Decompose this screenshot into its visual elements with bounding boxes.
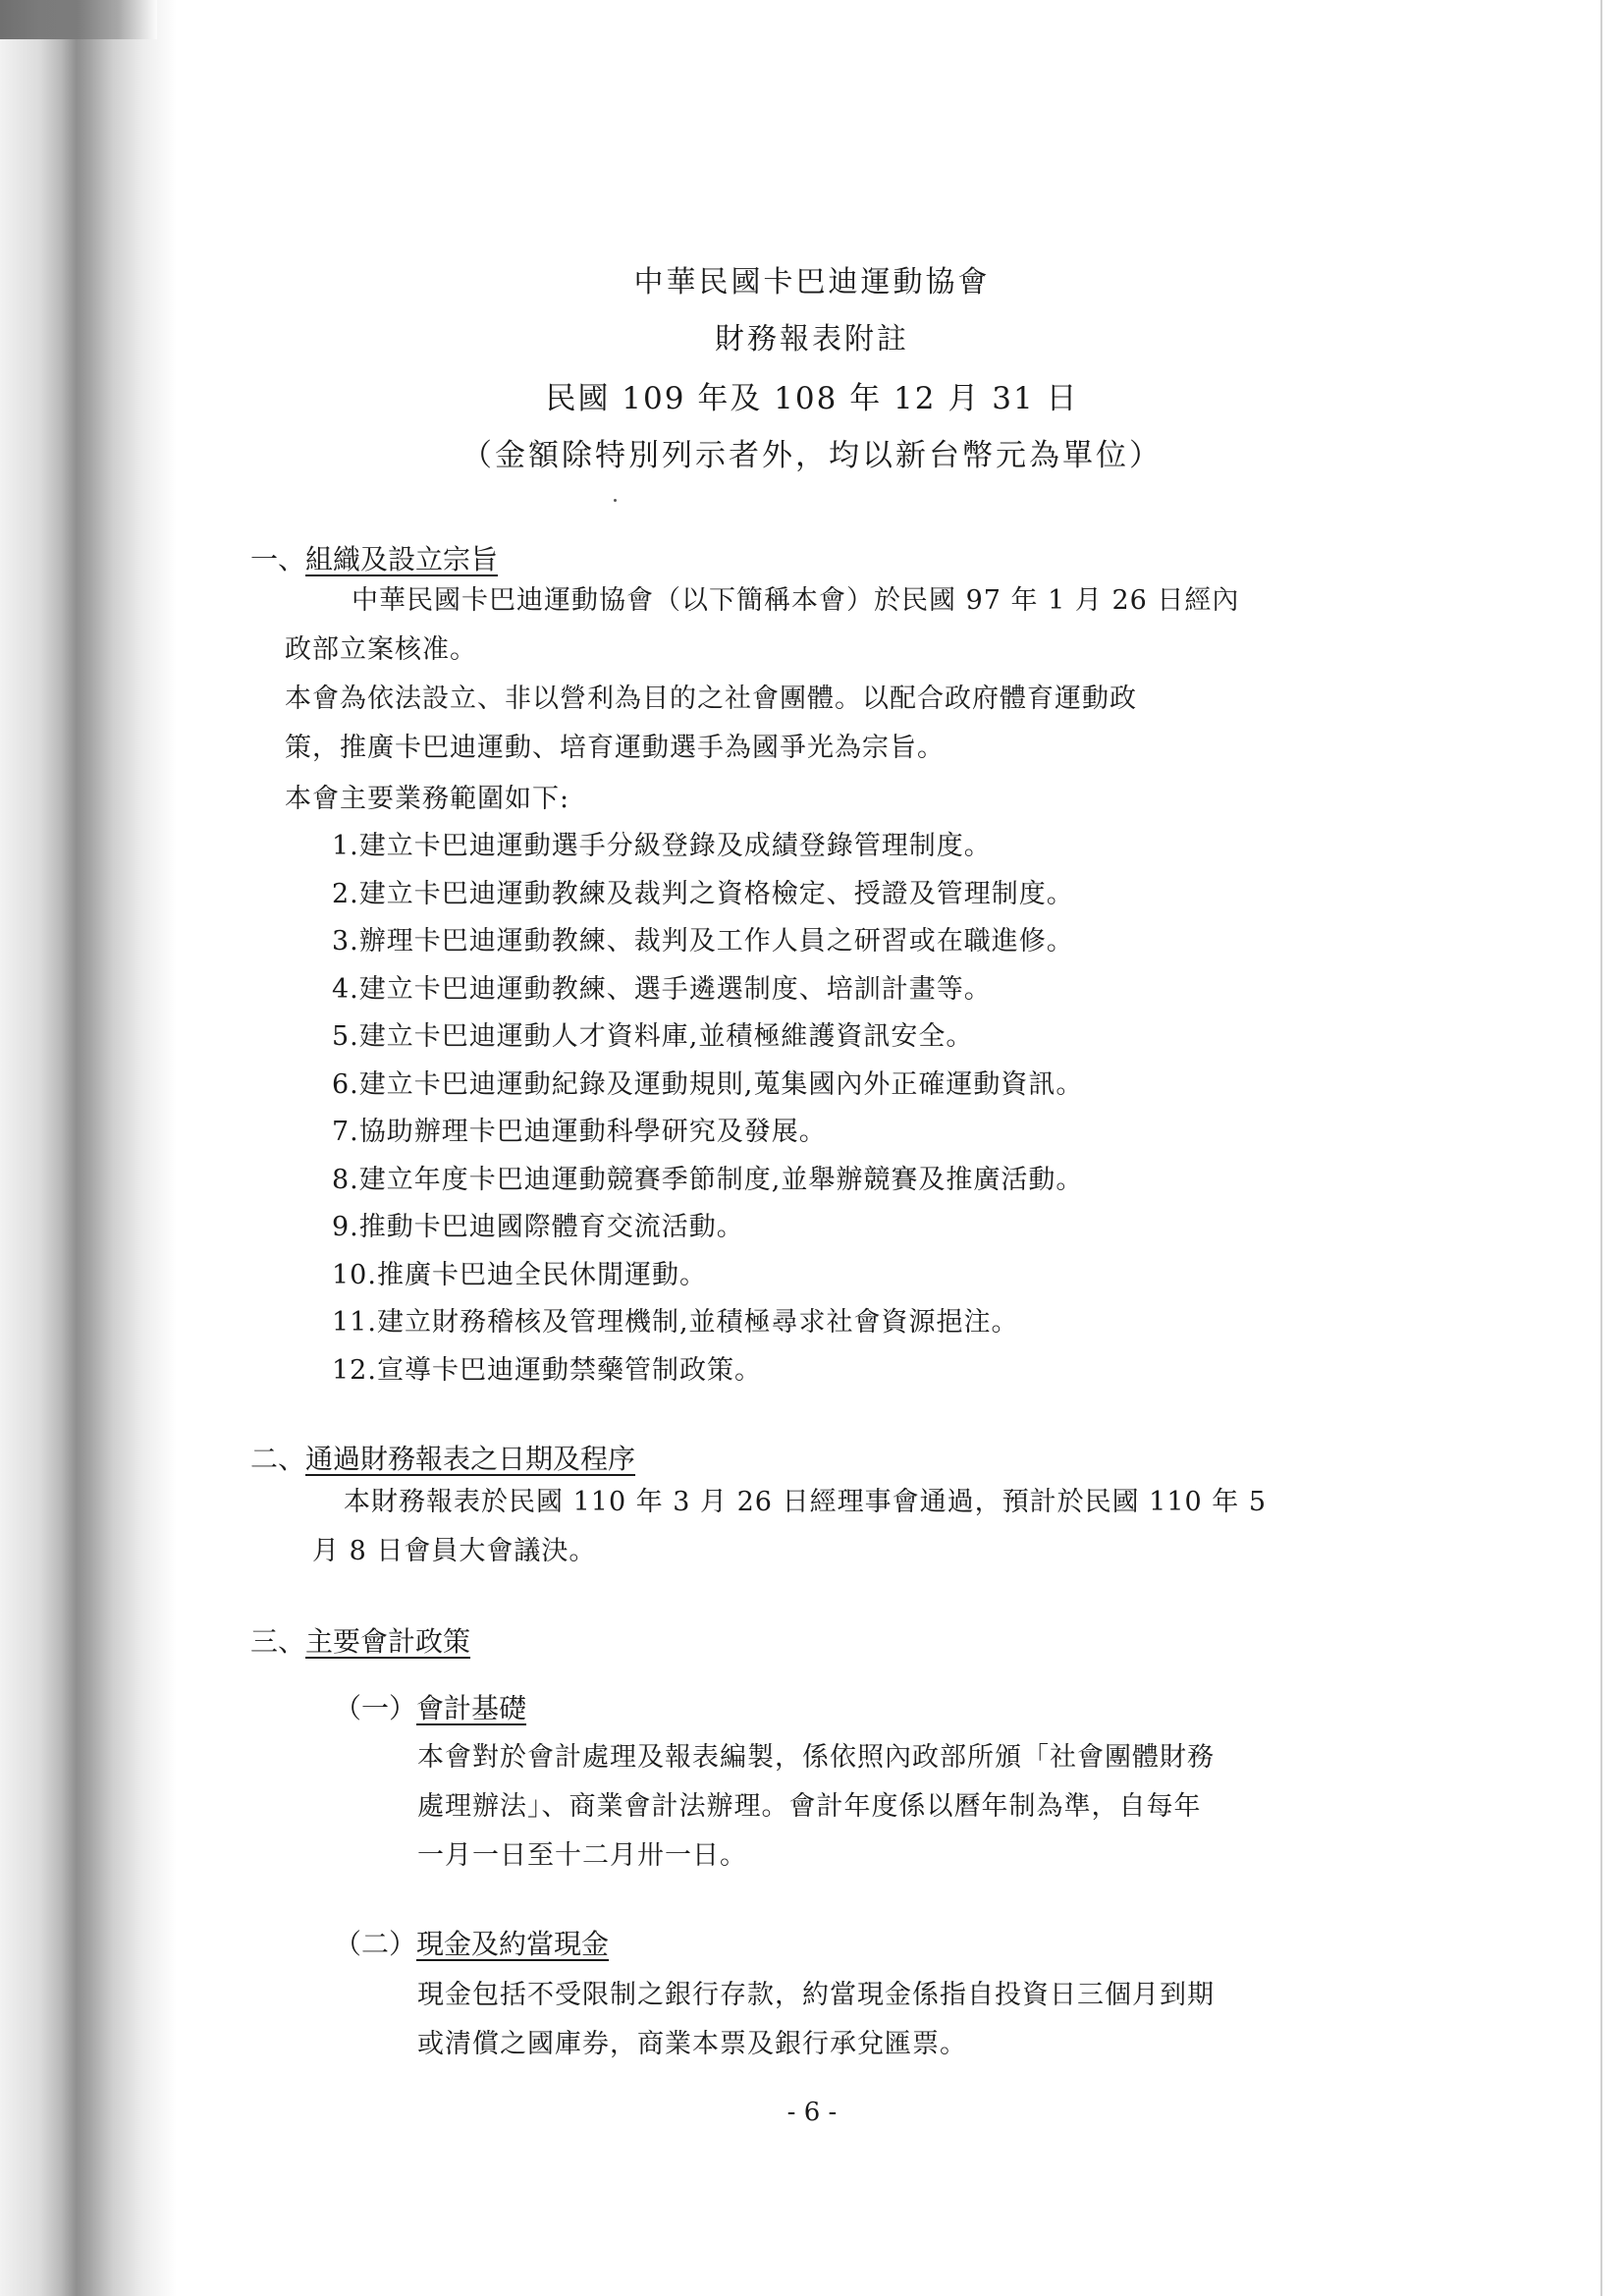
section-1-paragraph-1-line-2: 政部立案核准。 [285, 634, 477, 665]
section-3-heading [250, 1620, 470, 1660]
org-title: 中華民國卡巴迪運動協會 [633, 265, 991, 300]
list-item: 7.協助辦理卡巴迪運動科學研究及發展。 [332, 1117, 827, 1147]
section-2-paragraph-line-1: 本財務報表於民國 110 年 3 月 26 日經理事會通過，預計於民國 110 年 5 [344, 1487, 1268, 1517]
subsection-3-1-number: （一） [334, 1692, 417, 1724]
subsection-3-1-line-3: 一月一日至十二月卅一日。 [417, 1840, 747, 1871]
section-3-number: 三、 [250, 1625, 306, 1658]
subsection-3-2-title: 現金及約當現金 [416, 1928, 610, 1960]
list-item: 10.推廣卡巴迪全民休閒運動。 [332, 1259, 707, 1290]
business-scope-list [332, 829, 1083, 1400]
section-1-number: 一、 [250, 543, 306, 575]
scan-speck [614, 499, 617, 502]
list-item: 9.推動卡巴迪國際體育交流活動。 [332, 1212, 744, 1242]
subsection-3-2-heading [334, 1923, 609, 1962]
list-item: 5.建立卡巴迪運動人才資料庫,並積極維護資訊安全。 [332, 1021, 974, 1052]
list-item: 11.建立財務稽核及管理機制,並積極尋求社會資源挹注。 [332, 1307, 1019, 1338]
section-2-heading [250, 1438, 635, 1477]
page-number: - 6 - [786, 2098, 838, 2127]
report-period: 民國 109 年及 108 年 12 月 31 日 [545, 381, 1079, 416]
list-item: 6.建立卡巴迪運動紀錄及運動規則,蒐集國內外正確運動資訊。 [332, 1068, 1084, 1100]
list-item: 4.建立卡巴迪運動教練、選手遴選制度、培訓計畫等。 [332, 973, 992, 1005]
section-1-heading [250, 538, 498, 577]
subsection-3-1-line-2: 處理辦法」、商業會計法辦理。會計年度係以曆年制為準，自每年 [417, 1791, 1202, 1822]
list-item: 12.宣導卡巴迪運動禁藥管制政策。 [332, 1354, 762, 1386]
subsection-3-2-number: （二） [334, 1928, 417, 1960]
section-2-title: 通過財務報表之日期及程序 [305, 1443, 636, 1475]
subsection-3-2-line-2: 或清償之國庫券，商業本票及銀行承兌匯票。 [417, 2029, 967, 2059]
subsection-3-1-title: 會計基礎 [416, 1692, 527, 1724]
section-1-title: 組織及設立宗旨 [305, 543, 499, 575]
section-2-number: 二、 [250, 1443, 306, 1475]
subsection-3-1-heading [334, 1687, 526, 1726]
subsection-3-2-line-1: 現金包括不受限制之銀行存款，約當現金係指自投資日三個月到期 [417, 1980, 1215, 2010]
list-item: 1.建立卡巴迪運動選手分級登錄及成績登錄管理制度。 [332, 831, 992, 861]
section-3-title: 主要會計政策 [305, 1625, 471, 1658]
subsection-3-1-line-1: 本會對於會計處理及報表編製，係依照內政部所頒「社會團體財務 [417, 1742, 1215, 1773]
section-1-paragraph-2-line-2: 策，推廣卡巴迪運動、培育運動選手為國爭光為宗旨。 [285, 733, 945, 763]
section-2-paragraph-line-2: 月 8 日會員大會議決。 [312, 1536, 597, 1566]
list-item: 3.辦理卡巴迪運動教練、裁判及工作人員之研習或在職進修。 [332, 926, 1074, 957]
section-1-scope-intro: 本會主要業務範圍如下: [285, 784, 570, 814]
list-item: 2.建立卡巴迪運動教練及裁判之資格檢定、授證及管理制度。 [332, 878, 1074, 909]
document-title: 財務報表附註 [715, 322, 909, 356]
list-item: 8.建立年度卡巴迪運動競賽季節制度,並舉辦競賽及推廣活動。 [332, 1164, 1084, 1195]
currency-unit-note: （金額除特別列示者外，均以新台幣元為單位） [461, 438, 1163, 473]
scan-corner-shadow [0, 0, 157, 39]
section-1-paragraph-1-line-1: 中華民國卡巴迪運動協會（以下簡稱本會）於民國 97 年 1 月 26 日經內 [352, 585, 1240, 616]
section-1-paragraph-2-line-1: 本會為依法設立、非以營利為目的之社會團體。以配合政府體育運動政 [285, 683, 1137, 714]
